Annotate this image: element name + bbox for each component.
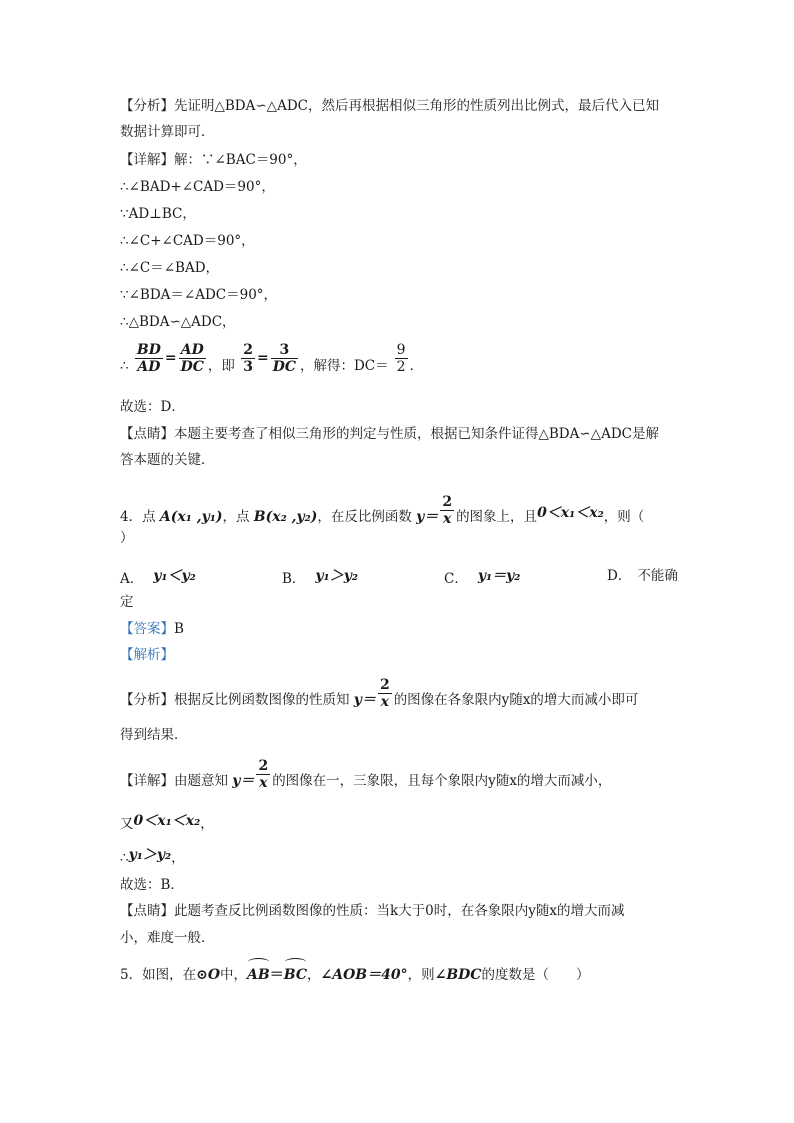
analysis-line	[120, 96, 659, 116]
option-d-wrap: 定	[120, 594, 134, 610]
dianjing-tag: 【点睛】	[120, 903, 174, 919]
q4-condition: 0＜x₁＜x₂	[537, 505, 604, 521]
step-line: ∴△BDA∽△ADC，	[120, 314, 236, 330]
fraction-9-2: $\frac{9}{2}$	[396, 342, 406, 375]
option-letter: D．	[607, 568, 632, 584]
angle-aob: ∠AOB＝40°	[320, 967, 408, 983]
comma: ，	[200, 816, 214, 832]
xiangjie-text-2: 的图像在一，三象限，且每个象限内y随x的增大而减小，	[272, 773, 612, 789]
conclusion-expr: y₁＞y₂	[128, 847, 172, 863]
period: ．	[409, 358, 424, 374]
fenxi-tag: 【分析】	[120, 98, 174, 114]
point-b: B(x₂ ,y₂)	[253, 509, 318, 525]
xiangjie-tag: 【详解】	[120, 152, 174, 168]
xiangjie-text: 解：∵∠BAC＝90°，	[174, 152, 307, 168]
jiede-text: ，解得：DC＝	[299, 358, 389, 374]
func-fraction: $\frac{2}{x}$	[379, 677, 390, 710]
jiexi-tag: 【解析】	[120, 647, 174, 663]
ji-text: ，即	[207, 358, 235, 374]
comment-line-2: 答本题的关键．	[120, 452, 215, 468]
q5-number: 5．如图，在	[120, 967, 197, 983]
q4-analysis-line-2: 得到结果．	[120, 727, 188, 743]
point-a: A(x₁ ,y₁)	[159, 509, 223, 525]
angle-bdc: ∠BDC	[434, 967, 482, 983]
xiangjie-text: 由题意知	[174, 773, 228, 789]
fraction-2-3: $\frac{2}{3}$	[243, 342, 253, 375]
option-letter: C．	[444, 571, 468, 587]
func-y: y＝	[353, 692, 376, 708]
option-letter: B．	[282, 571, 306, 587]
option-expr: y₁＝y₂	[477, 568, 521, 584]
dianjing-text: 本题主要考查了相似三角形的判定与性质，根据已知条件证得△BDA∽△ADC是解	[174, 426, 659, 442]
analysis-line-2: 数据计算即可．	[120, 124, 215, 140]
circle-symbol: ⊙O	[196, 967, 221, 983]
xiangjie-tag: 【详解】	[120, 773, 174, 789]
proportion-line: ∴ $\frac{BD}{AD}$ = $\frac{AD}{DC}$ ，即 $\frac{2}{3}$ = $\frac{3}{DC}$ ，解得：DC＝ $\frac{9}{2}$ ．	[120, 342, 424, 375]
condition-expr: 0＜x₁＜x₂	[133, 813, 201, 829]
step-line: ∴∠BAD+∠CAD＝90°，	[120, 179, 275, 195]
option-expr: 不能确	[637, 568, 678, 584]
func-fraction: $\frac{2}{x}$	[442, 494, 453, 527]
q5-zhong: 中，	[220, 967, 248, 983]
q4-text-mid: ，在反比例函数	[317, 509, 412, 525]
answer-value: B	[174, 621, 184, 637]
q4-comment-line	[120, 901, 625, 921]
fenxi-tag: 【分析】	[120, 692, 174, 708]
arc-ab: AB	[247, 962, 270, 988]
step-line: ∴∠C＝∠BAD，	[120, 260, 220, 276]
q5-text-end: 的度数是（ ）	[481, 967, 590, 983]
equals: ＝	[269, 967, 284, 983]
q4-text-after: 的图象上，且	[456, 509, 538, 525]
dianjing-text: 此题考查反比例函数图像的性质：当k大于0时，在各象限内y随x的增大而减	[174, 903, 625, 919]
step-line: ∴∠C+∠CAD＝90°，	[120, 233, 255, 249]
q4-analysis-line	[120, 677, 638, 722]
func-fraction: $\frac{2}{x}$	[258, 758, 269, 791]
answer-tag: 【答案】	[120, 621, 174, 637]
q4-text-end: ，则（	[603, 509, 645, 525]
q4-comma-point: ，点	[222, 509, 250, 525]
func-y: y＝	[232, 773, 255, 789]
fenxi-text-2: 的图像在各象限内y随x的增大而减小即可	[393, 692, 639, 708]
comma: ，	[171, 850, 185, 866]
fenxi-text: 根据反比例函数图像的性质知	[174, 692, 350, 708]
q4-conclusion-line	[120, 845, 185, 868]
fraction-bd-ad: $\frac{BD}{AD}$	[136, 342, 161, 375]
fraction-ad-dc: $\frac{AD}{DC}$	[180, 342, 204, 375]
choose-line: 故选：D．	[120, 399, 185, 415]
answer-line	[120, 619, 184, 639]
step-line: ∵∠BDA＝∠ADC＝90°，	[120, 287, 278, 303]
comma: ，	[306, 967, 321, 983]
fenxi-text: 先证明△BDA∽△ADC，然后再根据相似三角形的性质列出比例式，最后代入已知	[174, 98, 659, 114]
q4-detail-line	[120, 758, 611, 803]
option-expr: y₁＞y₂	[315, 568, 358, 584]
q4-number: 4．点	[120, 509, 156, 525]
func-y: y＝	[416, 509, 439, 525]
option-b[interactable]	[282, 566, 358, 589]
q4-comment-line-2: 小，难度一般．	[120, 930, 215, 946]
step-line: ∵AD⊥BC，	[120, 206, 196, 222]
option-letter: A．	[120, 571, 144, 587]
q4-condition-line	[120, 811, 214, 834]
you-text: 又	[120, 816, 134, 832]
q5-then: ，则	[407, 967, 435, 983]
question-4-stem	[120, 494, 644, 535]
therefore-symbol: ∴	[120, 358, 129, 374]
dianjing-tag: 【点睛】	[120, 426, 174, 442]
option-d[interactable]	[607, 566, 678, 586]
option-a[interactable]	[120, 566, 196, 589]
option-expr: y₁＜y₂	[153, 568, 196, 584]
question-5-stem	[120, 962, 589, 988]
option-c[interactable]	[444, 566, 520, 589]
detail-line	[120, 150, 307, 170]
q4-choose-line: 故选：B．	[120, 877, 184, 893]
arc-bc: BC	[284, 962, 307, 988]
q4-paren-close: ）	[120, 530, 134, 546]
comment-line	[120, 424, 659, 444]
fraction-3-dc: $\frac{3}{DC}$	[272, 342, 296, 375]
therefore-symbol: ∴	[120, 850, 129, 866]
